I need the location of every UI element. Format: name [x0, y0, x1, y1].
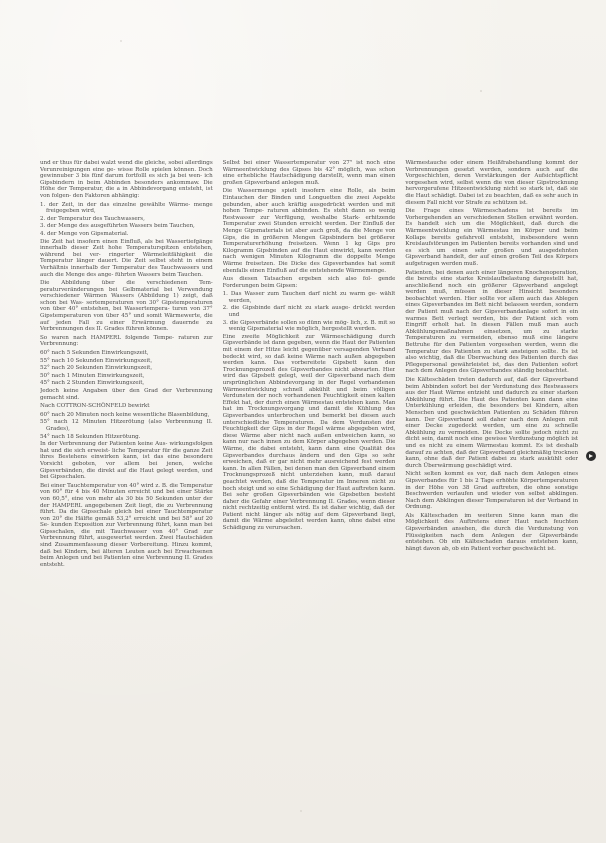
- paragraph: 2. der Temperatur des Tauchwassers,: [40, 215, 145, 222]
- paragraph: 4. der Menge von Gipsmaterial.: [40, 230, 129, 237]
- paragraph: Bei einer Tauchtemperatur von 40° wird z. B. die Temperatur von 60° für 4 bis 40 Minuten erreicht und bei einer Stärke von 60,5°, eine von mehr als 30 bis 50 Sekunden unter der der HAMPERL angegebenen Zeit liegt, die zu Verbrennung führt. Da die Gipsschale gleich bei einer Tauchtemperatur von 20° die Hälfte gemäß 53,2° erreicht und bei 58° auf 20 Se- kunden Exposition zur Verbrennung führt, kann man bei Gipsschalen, die mit Tauchwasser von 40° Grad zur Verbrennung führt, ausgewertet werden. Zwei Hautschäden sind Zusammenfassung dieser Vorbereitung. Hinzu kommt, daß bei Kindern, bei älteren Leuten auch bei Erwachsenen beim Anlegen und bei Patienten eine Verbrennung II. Grades entsteht.: [40, 482, 213, 568]
- paragraph: Patienten, bei denen auch einer längeren Knochenoperation, die bereits eine starke Kreislaufbelastung dargestellt hat, anschließend noch ein größerer Gipsverband angelegt werden muß, müssen in dieser Hinsicht besonders beobachtet werden. Hier sollte vor allem auch das Ablegen eines Gipsverbandes im Bett nicht belassen werden, sondern der Patient muß nach der Gipsverbandanlage sofort in ein warmes Bett verlegt werden, bis der Patient sich vom Eingriff erholt hat. In diesen Fällen muß man auch Abkühlungsmaßnahmen einsetzen, um zu starke Temperaturen zu vermeiden, ebenso muß eine längere Bettruhe für den Patienten vorgesehen werden, wenn die Temperatur des Patienten zu stark ansteigen sollte. Es ist also wichtig, daß die Überwachung des Patienten durch das Pflegepersonal gewährleistet ist, das den Patienten sofort nach dem Anlegen des Gipsverbandes ständig beobachtet.: [405, 269, 579, 375]
- paragraph: 1. Das Wasser zum Tauchen darf nicht zu warm ge- wählt werden,: [222, 291, 396, 304]
- text-column-1: [40, 160, 213, 790]
- paragraph: und er thus für dabei walzt wend die gleiche, sobei allerdings Verunreinigungen eine ge- wisse Rolle spielen können. Doch gewinnuber 3 bis fünf darum fortfolll es sich ja bei wen- ich Gipsbindern in beim Abbinden besonders ankommaw. Die Höhe der Temperatur, die a in Abbindevorgang entsteht, ist von folgen- den Faktoren abhängig:: [40, 160, 213, 199]
- paragraph: 54° nach 18 Sekunden Hitzerötung.: [40, 433, 141, 440]
- paragraph: Als Kälteschaden im weiteren Sinne kann man die Möglichkeit des Auftretens einer Haut nach feuchten Gipsverbänden ansehen, die durch die Verdunstung von Flüssigkeiten nach dem Anlegen der Gipsverbände entstehen. Ob ein Kälteschaden daraus entstehen kann, hängt davon ab, ob ein Patient vorher geschwächt ist.: [405, 512, 579, 552]
- paragraph: 60° nach 20 Minuten noch keine wesentliche Blasenbildung,: [40, 411, 210, 418]
- paragraph: Nach COTTRON-SCHÖNFELD bewirkt: [40, 403, 150, 410]
- text-column-2: [223, 160, 396, 790]
- paragraph: Die Kälteschäden treten dadurch auf, daß der Gipsverband beim Abbinden sofort bei der Verdunstung des Restwassers aus der Haut Wärme entzieht und dadurch zu einer starken Abkühlung führt. Die Haut des Patienten kann dann eine Unterkühlung erleiden, die besonders bei Kindern, alten Menschen und geschwächten Patienten zu Schäden führen kann. Der Gipsverband soll daher nach dem Anlegen mit einer Decke zugedeckt werden, um eine zu schnelle Abkühlung zu vermeiden. Die Decke sollte jedoch nicht zu dicht sein, damit noch eine gewisse Verdunstung möglich ist und es nicht zu einem Wärmestau kommt. Es ist deshalb darauf zu achten, daß der Gipsverband gleichmäßig trocknen kann, ohne daß der Patient dabei zu stark auskühlt oder durch Überwärmung geschädigt wird.: [405, 377, 579, 469]
- round-bullet-icon: [586, 451, 596, 461]
- text-column-3: [405, 160, 578, 790]
- paragraph: Eine zweite Möglichkeit zur Wärmeschädigung durch Gipsverbände ist dann gegeben, wenn die Haut der Patienten mit einem der Hitze leicht gegenüber versagenden Verband bedeckt wird, so daß keine Wärme nach außen abgegeben werden kann. Das vorbereitete Gipsbett kann den Trocknungsprozeß des Gipsverbandes nicht abwarten. Hier wird das Gipsbett gelegt, weil der Gipsverband nach dem ursprünglichen Abbindevorgang in der Regel vorhandenen Wärmeentwicklung schnell abkühlt und beim völligen Verdunsten der noch vorhandenen Feuchtigkeit einen kalten Effekt hat, der durch einen Wärmestau entstehen kann. Man hat im Trocknungsvorgang und damit die Kühlung des Gipsverbandes unterbrochen und bemerkt bei diesen auch unterschiedliche Temperaturen. Da dem Verdunsten der Feuchtigkeit der Gips in der Regel wärme abgegeben wird, diese Wärme aber nicht nach außen entweichen kann, so kann nur nach innen zu dem Körper abgegeben werden. Die Wärme, die dabei entsteht, kann dann eine Qualität des Gipsverbandes durchaus ändern und den Gips so sehr erweichen, daß er gar nicht mehr ausreichend fest werden kann. In allen Fällen, bei denen man den Gipsverband einem Trocknungsprozeß nicht unterziehen kann, muß darauf geachtet werden, daß die Temperatur im Inneren nicht zu hoch steigt und so eine Schädigung der Haut auftreten kann. Bei sehr großen Gipsverbänden wie Gipsbetten besteht daher die Gefahr einer Verbrennung II. Grades, wenn dieser nicht rechtzeitig entfernt wird. Es ist daher wichtig, daß der Patient nicht länger als nötig auf dem Gipsverband liegt, damit die Wärme abgeleitet werden kann, ohne dabei eine Schädigung zu verursachen.: [222, 333, 396, 532]
- paragraph: 55° nach 10 Sekunden Einwirkungszeit,: [40, 357, 153, 364]
- paragraph: 60° nach 5 Sekunden Einwirkungszeit,: [40, 350, 149, 357]
- paragraph: 52° nach 20 Sekunden Einwirkungszeit,: [40, 365, 153, 372]
- paragraph: Die Zeit hat insofern einen Einfluß, als bei Wassertiefgänge innerhalb dieser Zeit hohe Temperaturspitzen entstehen, während bei ver- ringerter Wärmeleitfähigkeit die Temperatur länger dauert. Die Zeit selbst steht in einem Verhältnis innerhalb der Temperatur des Tauchwassers und auch die Menge des ange- führten Wassers beim Tauchen.: [40, 238, 213, 278]
- paragraph: Die Abbildung über die verschiedenen Tem- peraturveränderungen bei Gelbmaterial bei Verwendung verschiedener Wärmen Wassers (Abbildung 1) zeigt, daß schon bei Was- sertemperaturen von 30° Gipstemperaturen von über 40° entstehen, bei Wassertempera- turen von 37° Gipstemperaturen von über 45° und somit Wärmewerte, die auf jeden Fall zu einer Erwärmung dauernde zu Verbrennungen des II. Grades führen können.: [40, 280, 213, 333]
- paragraph: Nicht selten kommt es vor, daß nach dem Anlegen eines Gipsverbandes für 1 bis 2 Tage erhöhte Körpertemperaturen in der Höhe von 38 Grad auftreten, die ohne sonstige Beschwerden verlaufen und wieder von selbst abklingen. Nach dem Abklingen dieser Temperaturen ist der Verband in Ordnung.: [405, 471, 579, 511]
- article-columns: [40, 160, 578, 790]
- paragraph: Die Wassermenge spielt insofern eine Rolle, als beim Eintauchen der Binden und Longuetten die zwei Aspekte gebunden, aber auch kräftig ausgedrückt werden und mit hohen Tempe- raturen abbinden. Es steht dann so wenig Restwasser zur Verfügung, weshalbe Stark- erhitzende Temperatur zwei Stunden erreicht werden. Der Einfluß der Menge Gipsmaterials ist aber auch groß, da die Menge von Gips, die in größeren Mengen Gipsbindern bei größerer Temperaturerhöhung freisetzen. Wenn 1 kg Gips pro Kilogramm Gipsbinden auf die Haut einwirkt, kann werden nach wenigen Minuten Kilogramm die doppelte Menge Wärme freisetzen. Die Dicke des Gipsverbandes hat somit ebenfalls einen Einfluß auf die entstehende Wärmemenge.: [222, 188, 396, 274]
- paragraph: 50° nach 1 Minuten Einwirkungszeit,: [40, 372, 145, 379]
- paragraph: 55° nach 12 Minuten Hitzerötung (also Verbrennung II. Grades),: [40, 419, 213, 432]
- paragraph: Selbst bei einer Wassertemperatur von 27° ist noch eine Wärmeentwicklung des Gipses bis 42° möglich, was schon eine erhebliche Hautschädigung darstellt, wenn man einen großen Gipsverband anlegen muß.: [222, 160, 396, 186]
- paragraph: Die Frage eines Wärmeschadens ist bereits im Vorhergehenden an verschiedenen Stellen erwähnt worden. Es handelt sich um die Möglichkeit, daß durch die Wärmeentwicklung ein Wärmestau im Körper und beim Kollaps bereits gefahrvoll entsteht, insbesondere wenn Kreislaufstörungen im Patienten bereits vorhanden sind und es sich um einen sehr großen und ausgedehnten Gipsverband handelt, der auf einen großen Teil des Körpers aufgetragen werden muß.: [405, 208, 579, 267]
- paragraph: Wärmestauche oder einem Heißfrabehandlung kommt der Verbrennungen gesetzt werden, sondern auch auf die Vorgeschichten, deren Verstärkungen der Aufsichtspflicht vorgesehen wird, selbst wenn die von dieser Gipstrocknung hervorgerufene Hitzeentwicklung nicht so stark ist, daß sie die Haut schädigt. Dabei ist zu beachten, daß es sehr auch in diesem Fall nicht vor Strafe zu schützen ist.: [405, 160, 579, 206]
- paragraph: In der Verbrennung der Patienten keine Aus- wirkungsfolgen hat und die sich erweist- liche Temperatur für die ganze Zeit ihres Bestehens einwirken kann, ist das eine besondere Vorsicht geboten, vor allem bei jenen, welche Gipsverbänden, die direkt auf die Haut gelegt werden, und bei Gipsschalen.: [40, 441, 213, 481]
- paragraph: Aus diesen Tatsachen ergeben sich also fol- gende Forderungen beim Gipsen:: [222, 276, 396, 289]
- paragraph: 1. der Zeit, in der das einzelne gewählte Wärme- menge freigegeben wird,: [40, 201, 213, 215]
- paragraph: 2. die Gipsbinde darf nicht zu stark ausge- drückt werden und: [222, 305, 396, 319]
- paragraph: 45° nach 2 Stunden Einwirkungszeit,: [40, 380, 145, 387]
- paragraph: 3. der Menge des ausgeführten Wassers beim Tauchen,: [40, 223, 195, 230]
- paragraph: Jedoch keine Angaben über den Grad der Verbrennung gemacht sind.: [40, 388, 213, 401]
- paragraph: 3. die Gipsverbände sollen so dünn wie mög- lich, z. B. mit so wenig Gipsmaterial wie möglich, hergestellt werden.: [222, 319, 396, 333]
- paragraph: So waren nach HAMPERL folgende Tempe- raturen zur Verbrennung:: [40, 334, 213, 348]
